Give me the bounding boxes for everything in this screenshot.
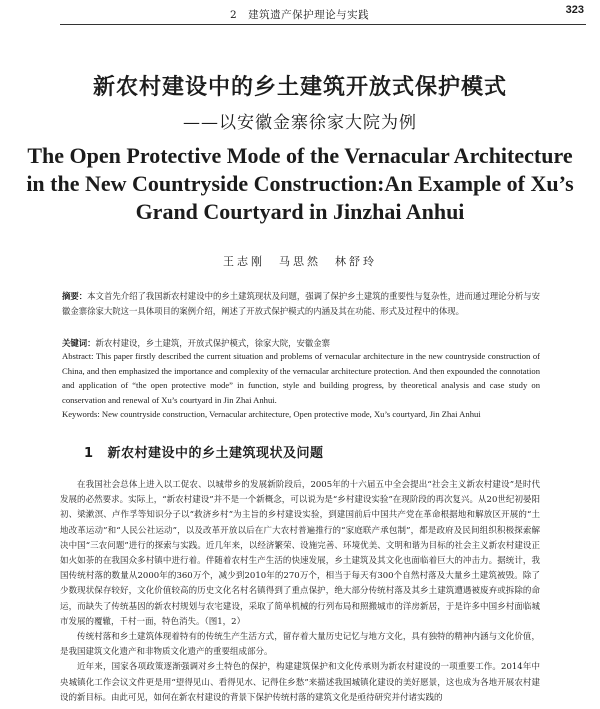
running-header xyxy=(60,4,586,25)
keywords-en-label: Keywords: xyxy=(62,409,100,419)
keywords-cn-label: 关键词： xyxy=(62,338,96,348)
keywords-cn-text: 新农村建设，乡土建筑，开放式保护模式，徐家大院，安徽金寨 xyxy=(95,338,330,348)
abstract-cn-text: 本文首先介绍了我国新农村建设中的乡土建筑现状及问题，强调了保护乡土建筑的重要性与复杂性，进而通过理论分析与安徽金寨徐家大院这一具体项目的案例介绍，阐述了开放式保护模式的内涵及其在功能、形式及过程中的体现。 xyxy=(62,291,541,316)
abstract-en xyxy=(62,349,540,407)
keywords-en xyxy=(62,407,540,422)
body-paragraph: 近年来，国家各项政策逐渐强调对乡土特色的保护，构建建筑保护和文化传承则为新农村建设的一项重要工作。2014年中央城镇化工作会议文件更是用“望得见山、看得见水、记得住乡愁”来描述我国城镇化建设的美好愿景，这也成为各地开展农村建设的新目标。由此可见，如何在新农村建设的背景下保护传统村落的建筑文化是亟待研究并付诸实践的 xyxy=(60,662,540,703)
abstract-en-label: Abstract: xyxy=(62,351,94,361)
abstract-cn-label: 摘要： xyxy=(62,291,88,301)
keywords-en-text: New countryside construction, Vernacular architecture, Open protective mode, Xu’s courtyard, Jin Zhai Anhui xyxy=(99,409,481,419)
paper-title-en: The Open Protective Mode of the Vernacular Architecture in the New Countryside Construction:An Example of Xu’s Grand Courtyard in Jinzhai Anhui xyxy=(26,143,574,224)
page-number: 323 xyxy=(565,4,584,16)
body-text xyxy=(60,478,540,706)
body-paragraph: 传统村落和乡土建筑体现着特有的传统生产生活方式，留存着大量历史记忆与地方文化，具有独特的精神内涵与文化价值，是我国建筑文化遗产和非物质文化遗产的重要组成部分。 xyxy=(60,632,540,658)
running-header-chapter: 2 建筑遗产保护理论与实践 xyxy=(230,9,370,21)
authors: 王志刚 马思然 林舒玲 xyxy=(223,255,377,268)
paper-subtitle-cn: ——以安徽金寨徐家大院为例 xyxy=(183,113,417,133)
section-title: 新农村建设中的乡土建筑现状及问题 xyxy=(107,446,324,461)
abstract-en-text: This paper firstly described the current situation and problems of vernacular architecture in the new countryside construction of China, and then emphasized the importance and complexity of the vernacular architecture protection. And then expounded the connotation and application of “the open protective mode” in function, style and building progress, by theoretical analysis and case study on conservation and renewal of Xu’s courtyard in Jin Zhai Anhui. xyxy=(62,351,540,405)
section-heading xyxy=(84,442,324,461)
section-number: 1 xyxy=(84,446,94,461)
abstract-cn xyxy=(62,289,540,318)
body-paragraph: 在我国社会总体上进入以工促农、以城带乡的发展新阶段后，2005年的十六届五中全会提出“社会主义新农村建设”是时代发展的必然要求。实际上，“新农村建设”并不是一个新概念，可以说为是“乡村建设实验”在现阶段的再次复兴。从20世纪初晏阳初、梁漱溟、卢作孚等知识分子以“救济乡村”为主旨的乡村建设实验，到建国前后中国共产党在革命根据地和解放区开展的“土地改革运动”和“人民公社运动”，以及改革开放以后在广大农村普遍推行的“家庭联产承包制”，都是政府及民间组织积极探索解决中国“三农问题”进行的探索与实践。近几年来，以经济繁荣、设施完善、环境优美、文明和谐为目标的社会主义新农村建设正如火如荼的在我国众多村镇中进行着。伴随着农村生产生活的快速发展，乡土建筑及其文化也面临着巨大的冲击力。据统计，我国传统村落的数量从2000年的360万个，减少到2010年的270万个，相当于每天有300个自然村落及大量乡土建筑被毁。除了少数现状保存较好，文化价值较高的历史文化名村名镇得到了重点保护，绝大部分传统村落及其乡土建筑遭遇被废弃或拆除的命运，而缺失了传统基因的新农村规划与农宅建设，采取了简单机械的行列布局和照搬城市的洋房新居，于是许多中国乡村面临城市发展的覆辙，千村一面，特色消失。（图1，2） xyxy=(60,480,540,627)
paper-title-cn: 新农村建设中的乡土建筑开放式保护模式 xyxy=(92,75,507,100)
